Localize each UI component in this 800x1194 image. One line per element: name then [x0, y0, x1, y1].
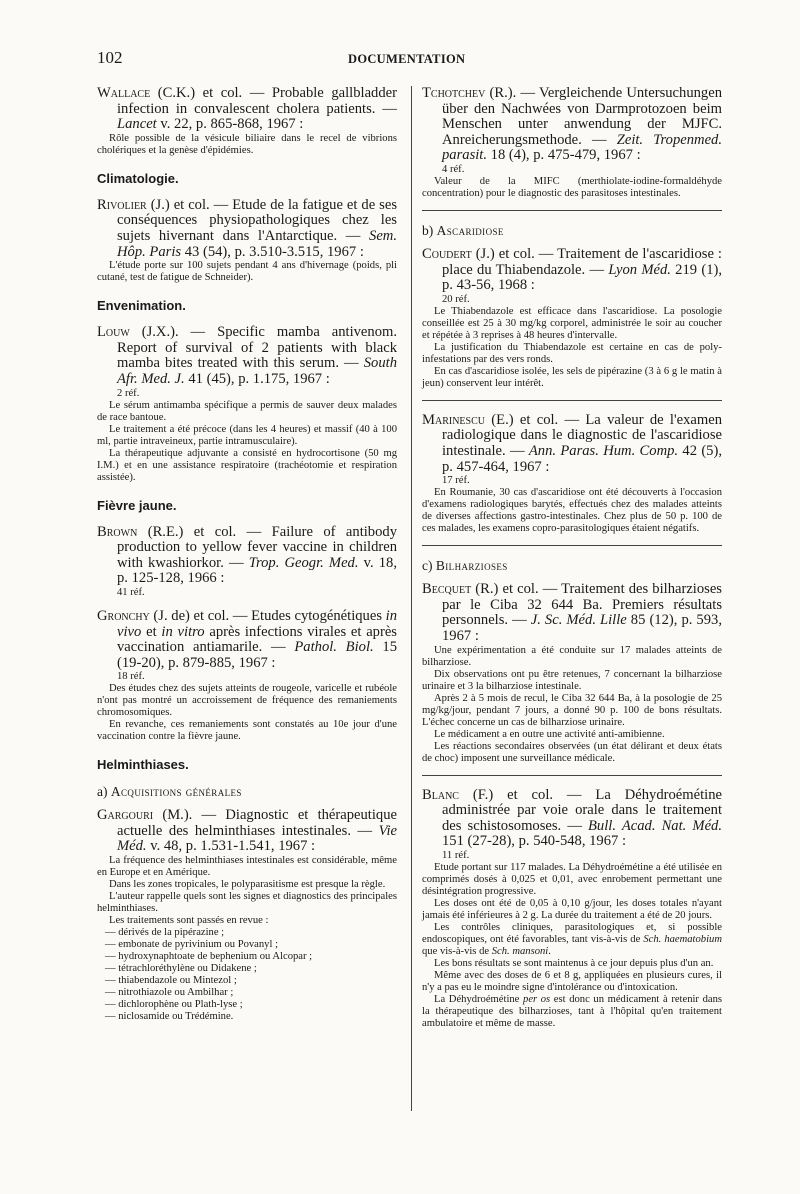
title-text: (J. de) et col. — Etudes cytogénétiques: [149, 607, 386, 624]
citation: [422, 86, 722, 164]
reference-coudert: [422, 247, 722, 390]
abstract-note: La justification du Thiabendazole est certaine en cas de poly-infestations par des vers ronds.: [422, 341, 722, 365]
citation: [97, 808, 397, 855]
entry-divider: [422, 545, 722, 546]
citation: [97, 525, 397, 587]
species-name: Sch. haematobium: [643, 933, 722, 945]
title-text: (J.X.). — Specific mamba antivenom. Report of survival of 2 patients with black mamba bites treated with this serum. —: [117, 324, 397, 372]
subsection-title: Bilharzioses: [435, 558, 508, 574]
abstract-note: Après 2 à 5 mois de recul, le Ciba 32 644 Ba, à la posologie de 25 mg/kg/jour, pendant 7 jours, a donné 90 p. 100 de bons résultats. L'échec concerne un cas de bilharziose urinaire.: [422, 692, 722, 728]
reference-gronchy: [97, 609, 397, 743]
list-item: — thiabendazole ou Mintezol ;: [105, 975, 237, 987]
subsection-letter: b): [422, 222, 437, 238]
subsection-letter: a): [97, 784, 111, 800]
journal-name: Vie Méd.: [117, 822, 397, 855]
citation-details: 85 (12), p. 593, 1967 :: [442, 612, 722, 644]
title-text: (J.) et col. — Etude de la fatigue et de ses conséquences physiopathologiques chez les sujets hivernant dans l'Antarctique. —: [117, 196, 397, 244]
author-name: Louw: [97, 324, 130, 341]
note-text: Les contrôles cliniques, parasitologiques et, si possible endoscopiques, ont été favorables, tant vis-à-vis de: [422, 921, 722, 945]
reference-wallace: [97, 86, 397, 157]
entry-divider: [422, 210, 722, 211]
citation: [97, 325, 397, 387]
abstract-note: La thérapeutique adjuvante a consisté en hydrocortisone (50 mg I.M.) et en une assistance respiratoire (trachéotomie et respiration assistée).: [97, 447, 397, 483]
section-heading-envenimation: Envenimation.: [97, 298, 186, 314]
reference-rivolier: [97, 198, 397, 284]
list-item: — nitrothiazole ou Ambilhar ;: [105, 987, 234, 999]
reference-count: 18 réf.: [117, 671, 145, 683]
citation-details: 41 (45), p. 1.175, 1967 :: [184, 370, 330, 387]
abstract-note: Dix observations ont pu être retenues, 7 concernant la bilharziose urinaire et 3 la bilharziose intestinale.: [422, 668, 722, 692]
citation: [97, 198, 397, 260]
journal-name: Zeit. Tropenmed. parasit.: [442, 131, 723, 164]
abstract-note: Le Thiabendazole est efficace dans l'ascaridiose. La posologie conseillée est 25 à 30 mg/kg corporel, administrée le soir au coucher et répétée à 3 reprises à 48 heures d'intervalle.: [422, 305, 722, 341]
abstract-note: Les traitements sont passés en revue :: [109, 915, 269, 927]
reference-blanc: [422, 788, 722, 1030]
left-column: [97, 86, 397, 1033]
citation: [422, 582, 722, 644]
author-name: Blanc: [422, 786, 459, 803]
author-name: Tchotchev: [422, 85, 486, 101]
note-text: La Déhydroémétine: [434, 993, 524, 1005]
reference-gargouri: [97, 808, 397, 1023]
subsection-letter: c): [422, 558, 436, 574]
journal-name: Lyon Méd.: [608, 261, 671, 278]
right-column: [422, 86, 722, 1040]
citation-details: v. 48, p. 1.531-1.541, 1967 :: [146, 838, 316, 855]
author-name: Brown: [97, 523, 138, 540]
note-text: .: [548, 945, 551, 957]
citation-details: 151 (27-28), p. 540-548, 1967 :: [442, 833, 627, 850]
citation-details: 18 (4), p. 475-479, 1967 :: [487, 147, 641, 164]
journal-name: Sem. Hôp. Paris: [117, 227, 397, 260]
abstract-note: Même avec des doses de 6 et 8 g, appliquées en plusieurs cures, il n'y a pas eu le moindre signe d'intolérance ou d'intoxication.: [422, 969, 722, 993]
abstract-note: Valeur de la MIFC (merthiolate-iodine-formaldéhyde concentration) pour le diagnostic des parasitoses intestinales.: [422, 175, 722, 199]
journal-name: Pathol. Biol.: [294, 639, 374, 656]
citation-details: 15 (19-20), p. 879-885, 1967 :: [117, 639, 397, 671]
running-title: DOCUMENTATION: [348, 52, 466, 66]
citation: [422, 247, 722, 294]
author-name: Wallace: [97, 85, 151, 101]
subsection-heading-b: [422, 223, 722, 239]
section-heading-climatologie: Climatologie.: [97, 170, 179, 186]
title-text: (R.). — Vergleichende Untersuchungen über den Nachwées von Darmprotozoen beim Menschen unter anwendung der MJFC. Anreicherungsmethode. —: [442, 85, 722, 148]
author-name: Coudert: [422, 245, 472, 262]
abstract-note: L'étude porte sur 100 sujets pendant 4 ans d'hivernage (poids, pli cutané, test de fatigue de Schneider).: [97, 260, 397, 284]
note-text: que vis-à-vis de: [422, 945, 492, 957]
abstract-note: En Roumanie, 30 cas d'ascaridiose ont été découverts à l'occasion d'examens radiologiques barytés, effectués chez des malades atteints de diverses affections gastro-intestinales. Chez plus de 50 p. 100 de ces malades, les examens copro-parasitologiques étaient négatifs.: [422, 487, 722, 535]
reference-count: 20 réf.: [442, 293, 470, 305]
abstract-note: Des études chez des sujets atteints de rougeole, varicelle et rubéole n'ont pas montré un accroissement de fréquence des remaniements chromosomiques.: [97, 683, 397, 719]
entry-divider: [422, 400, 722, 401]
section-heading-fievre-jaune: Fièvre jaune.: [97, 497, 177, 513]
reference-louw: [97, 325, 397, 483]
reference-tchotchev: [422, 86, 722, 200]
journal-name: Lancet: [117, 116, 157, 133]
reference-count: 11 réf.: [442, 849, 470, 861]
reference-count: 2 réf.: [117, 387, 140, 399]
list-item: — embonate de pyrivinium ou Povanyl ;: [105, 939, 279, 951]
abstract-note: Le traitement a été précoce (dans les 4 heures) et massif (40 à 100 ml, partie intraveineux, partie intramusculaire).: [97, 423, 397, 447]
title-text: (C.K.) et col. — Probable gallbladder infection in convalescent cholera patients. —: [117, 85, 397, 117]
abstract-note: Le sérum antimamba spécifique a permis de sauver deux malades de race bantoue.: [97, 399, 397, 423]
list-item: — hydroxynaphtoate de bephenium ou Alcopar ;: [105, 951, 313, 963]
citation-details: v. 18, p. 125-128, 1966 :: [117, 554, 397, 587]
entry-divider: [422, 775, 722, 776]
journal-name: J. Sc. Méd. Lille: [530, 612, 627, 629]
abstract-note: Dans les zones tropicales, le polyparasitisme est presque la règle.: [109, 879, 386, 891]
journal-name: South Afr. Med. J.: [117, 355, 397, 387]
reference-marinescu: [422, 413, 722, 535]
title-italic: in vitro: [161, 623, 205, 640]
abstract-note: [422, 994, 722, 1030]
abstract-note: Une expérimentation a été conduite sur 17 malades atteints de bilharziose.: [422, 644, 722, 668]
treatment-list: [97, 927, 397, 1023]
list-item: — tétrachloréthylène ou Didakene ;: [105, 963, 257, 975]
subsection-heading-a: [97, 784, 397, 800]
abstract-note: Rôle possible de la vésicule biliaire dans le recel de vibrions cholériques et la genèse d'épidémies.: [97, 132, 397, 156]
citation-details: v. 22, p. 865-868, 1967 :: [156, 116, 304, 133]
title-text: (M.). — Diagnostic et thérapeutique actuelle des helminthiases intestinales. —: [117, 807, 397, 839]
title-italic: in vivo: [117, 607, 398, 640]
citation-details: 42 (5), p. 457-464, 1967 :: [442, 442, 722, 475]
author-name: Marinescu: [422, 411, 485, 428]
column-divider: [411, 86, 412, 1111]
journal-name: Trop. Geogr. Med.: [248, 554, 359, 571]
section-heading-helminthiases: Helminthiases.: [97, 757, 189, 773]
abstract-note: [422, 922, 722, 958]
title-text: (R.E.) et col. — Failure of antibody production to yellow fever vaccine in children with kwashiorkor. —: [117, 523, 397, 571]
author-name: Gronchy: [97, 607, 150, 624]
list-item: — niclosamide ou Trédémine.: [105, 1011, 234, 1023]
citation: [97, 86, 397, 133]
abstract-note: Le médicament a en outre une activité anti-amibienne.: [434, 728, 665, 740]
title-text: après infections virales et après vaccination antiamarile. —: [117, 623, 397, 656]
abstract-note: La fréquence des helminthiases intestinales est considérable, même en Europe et en Amérique.: [97, 855, 397, 879]
title-text: (J.) et col. — Traitement de l'ascaridiose : place du Thiabendazole. —: [442, 245, 722, 278]
abstract-note: Etude portant sur 117 malades. La Déhydroémétine a été utilisée en comprimés dosés à 0,025 et 0,01, avec enrobement permettant une désintégration progressive.: [422, 861, 722, 897]
citation-details: 43 (54), p. 3.510-3.515, 1967 :: [181, 243, 364, 260]
note-text: est donc un médicament à retenir dans la thérapeutique des bilharzioses, tant à l'hôpital qu'en traitement ambulatoire et même de masse.: [422, 993, 722, 1029]
abstract-note: En cas d'ascaridiose isolée, les sels de pipérazine (3 à 6 g le matin à jeun) conservent leur intérêt.: [422, 365, 722, 389]
reference-brown: [97, 525, 397, 599]
abstract-note: Les bons résultats se sont maintenus à ce jour depuis plus d'un an.: [434, 957, 714, 969]
journal-name: Ann. Paras. Hum. Comp.: [528, 442, 679, 459]
citation: [422, 788, 722, 850]
abstract-note: En revanche, ces remaniements sont constatés au 10e jour d'une vaccination contre la fièvre jaune.: [97, 719, 397, 743]
citation: [97, 609, 397, 671]
list-item: — dérivés de la pipérazine ;: [105, 927, 225, 939]
author-name: Rivolier: [97, 196, 147, 213]
note-italic: per os: [523, 993, 551, 1005]
citation: [422, 413, 722, 475]
author-name: Becquet: [422, 581, 472, 598]
journal-name: Bull. Acad. Nat. Méd.: [588, 817, 722, 834]
subsection-title: Ascaridiose: [436, 222, 504, 238]
reference-count: 4 réf.: [442, 163, 465, 175]
species-name: Sch. mansoni: [491, 945, 549, 957]
reference-count: 41 réf.: [117, 586, 145, 598]
title-text: (F.) et col. — La Déhydroémétine administrée par voie orale dans le traitement des schistosomoses. —: [442, 786, 722, 834]
abstract-note: L'auteur rappelle quels sont les signes et diagnostics des principales helminthiases.: [97, 891, 397, 915]
reference-becquet: [422, 582, 722, 764]
title-text: (R.) et col. — Traitement des bilharzioses par le Ciba 32 644 Ba. Premiers résultats personnels. —: [442, 581, 722, 629]
abstract-note: Les réactions secondaires observées (un état délirant et deux états de choc) imposent une surveillance médicale.: [422, 740, 722, 764]
subsection-title: Acquisitions générales: [110, 784, 242, 800]
title-text: (E.) et col. — La valeur de l'examen radiologique dans le diagnostic de l'ascaridiose intestinale. —: [442, 411, 722, 459]
title-text: et: [141, 623, 162, 640]
list-item: — dichlorophène ou Plath-lyse ;: [105, 999, 243, 1011]
subsection-heading-c: [422, 558, 722, 574]
author-name: Gargouri: [97, 807, 154, 824]
abstract-note: Les doses ont été de 0,05 à 0,10 g/jour, les doses totales n'ayant jamais été inférieures à 2 g. La durée du traitement a été de 20 jours.: [422, 897, 722, 921]
page-number: 102: [97, 48, 123, 67]
reference-count: 17 réf.: [442, 475, 470, 487]
citation-details: 219 (1), p. 43-56, 1968 :: [442, 261, 723, 294]
